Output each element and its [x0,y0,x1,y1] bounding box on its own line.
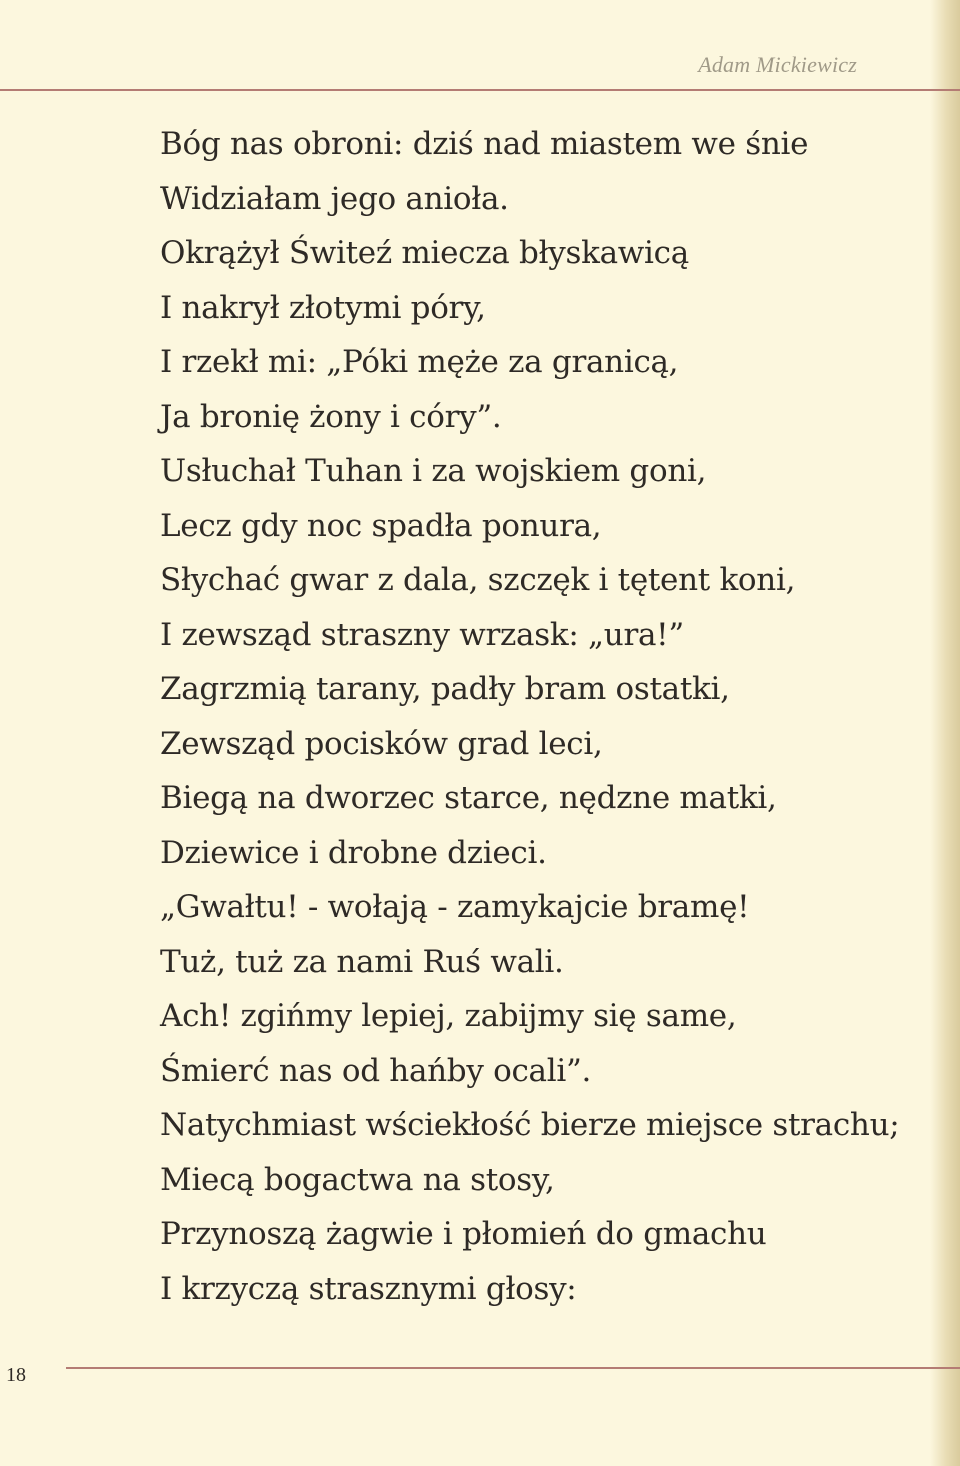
poem-line: Śmierć nas od hańby ocali”. [160,1052,592,1089]
poem-line: Dziewice i drobne dzieci. [160,834,547,871]
poem-line: Ja bronię żony i córy”. [160,398,502,435]
poem-line: I zewsząd straszny wrzask: „ura!” [160,616,684,653]
page-number: 18 [6,1364,26,1386]
header-rule [0,89,960,91]
running-header-author: Adam Mickiewicz [698,52,857,77]
poem-line: I rzekł mi: „Póki męże za granicą, [160,344,679,380]
poem-line: Widziałam jego anioła. [160,180,509,217]
poem-line: Miecą bogactwa na stosy, [160,1161,555,1198]
poem-line: Natychmiast wściekłość bierze miejsce strachu; [160,1107,900,1143]
poem-line: Ach! zgińmy lepiej, zabijmy się same, [160,998,737,1034]
poem-line: Lecz gdy noc spadła ponura, [160,507,602,544]
poem-line: Usłuchał Tuhan i za wojskiem goni, [160,453,707,489]
poem-line: I krzyczą strasznymi głosy: [160,1270,577,1307]
poem-line: Zagrzmią tarany, padły bram ostatki, [160,671,730,707]
poem-line: Słychać gwar z dala, szczęk i tętent koni, [160,562,796,598]
poem-line: Biegą na dworzec starce, nędzne matki, [160,780,777,816]
poem-line: Tuż, tuż za nami Ruś wali. [160,943,564,980]
poem-line: Przynoszą żagwie i płomień do gmachu [160,1216,767,1252]
poem-line: Bóg nas obroni: dziś nad miastem we śnie [160,126,809,162]
poem-text [160,117,900,1316]
poem-line: „Gwałtu! - wołają - zamykajcie bramę! [160,889,750,925]
poem-line: I nakrył złotymi póry, [160,289,486,326]
poem-line: Okrążył Świteź miecza błyskawicą [160,235,689,271]
poem-line: Zewsząd pocisków grad leci, [160,725,603,762]
page-edge-shadow [930,0,960,1466]
footer-rule [66,1367,960,1369]
